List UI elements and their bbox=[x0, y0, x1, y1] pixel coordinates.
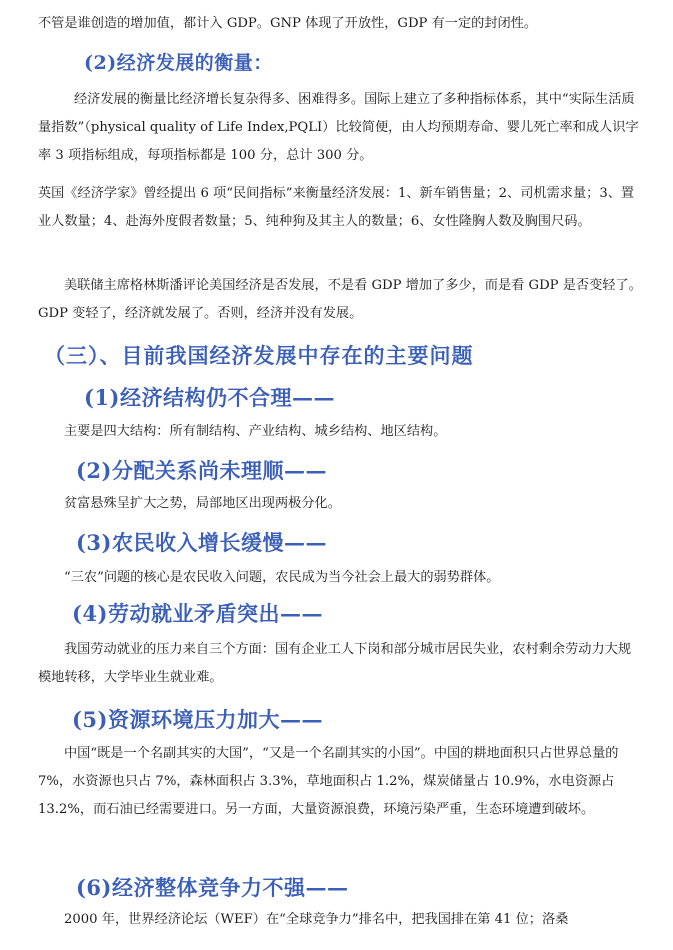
paragraph-greenspan: 美联储主席格林斯潘评论美国经济是否发展，不是看 GDP 增加了多少，而是看 GDP 是否变轻了。GDP 变轻了，经济就发展了。否则，经济并没有发展。 bbox=[38, 278, 642, 321]
heading-distribution: (2)分配关系尚未理顺—— bbox=[76, 458, 327, 483]
section-heading-problems: （三）、目前我国经济发展中存在的主要问题 bbox=[44, 343, 474, 368]
paragraph-employment: 我国劳动就业的压力来自三个方面：国有企业工人下岗和部分城市居民失业，农村剩余劳动力大规模地转移，大学毕业生就业难。 bbox=[38, 642, 632, 685]
paragraph-distribution: 贫富悬殊呈扩大之势，局部地区出现两极分化。 bbox=[64, 496, 341, 511]
heading-farmers: (3)农民收入增长缓慢—— bbox=[76, 530, 327, 555]
paragraph-farmers: “三农”问题的核心是农民收入问题，农民成为当今社会上最大的弱势群体。 bbox=[64, 570, 500, 585]
heading-competitiveness: (6)经济整体竞争力不强—— bbox=[76, 875, 349, 900]
heading-measure: (2)经济发展的衡量： bbox=[84, 52, 273, 74]
paragraph-gdp-gnp: 不管是谁创造的增加值，都计入 GDP。GNP 体现了开放性，GDP 有一定的封闭性。 bbox=[38, 16, 538, 31]
paragraph-economist: 英国《经济学家》曾经提出 6 项“民间指标”来衡量经济发展：1、新车销售量；2、司机需求量；3、置业人数量；4、赴海外度假者数量；5、纯种狗及其主人的数量；6、女性隆胸人数及胸围尺码。 bbox=[38, 186, 635, 229]
paragraph-resources: 中国“既是一个名副其实的大国”，“又是一个名副其实的小国”。中国的耕地面积只占世界总量的 7%，水资源也只占 7%，森林面积占 3.3%，草地面积占 1.2%，煤炭储量占 10.9%，水电资源占 13.2%，而石油已经需要进口。另一方面，大量资源浪费，环境污染严重，生态环境遭到破坏。 bbox=[38, 746, 619, 817]
heading-employment: (4)劳动就业矛盾突出—— bbox=[72, 601, 323, 626]
paragraph-pqli: 经济发展的衡量比经济增长复杂得多、困难得多。国际上建立了多种指标体系，其中“实际生活质量指数”（physical quality of Life Index,PQLI）比较简便，由人均预期寿命、婴儿死亡率和成人识字率 3 项指标组成，每项指标都是 100 分，总计 300 分。 bbox=[38, 92, 639, 163]
heading-structure: (1)经济结构仍不合理—— bbox=[84, 385, 335, 410]
paragraph-competitiveness: 2000 年，世界经济论坛（WEF）在“全球竞争力”排名中，把我国排在第 41 位；洛桑 bbox=[64, 912, 569, 927]
paragraph-structure: 主要是四大结构：所有制结构、产业结构、城乡结构、地区结构。 bbox=[64, 424, 447, 439]
heading-resources: (5)资源环境压力加大—— bbox=[72, 707, 323, 732]
